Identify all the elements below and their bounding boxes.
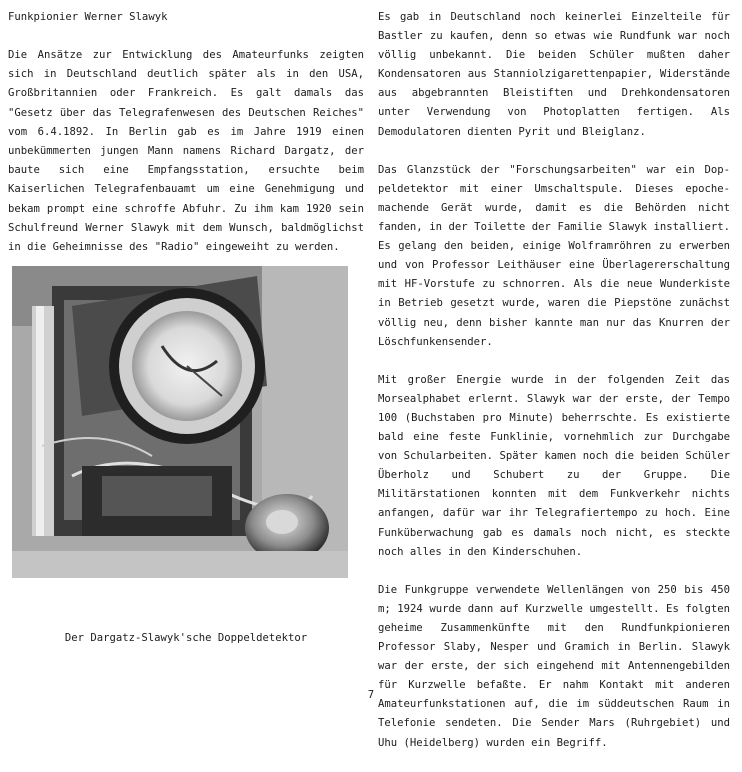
photo-caption: Der Dargatz-Slawyk'sche Doppeldetektor: [64, 632, 308, 644]
article-title: Funkpionier Werner Slawyk: [8, 11, 168, 23]
detector-photo: [12, 266, 348, 578]
right-paragraph-3: Mit großer Energie wurde in der folgenden Zeit das Morsealphabet erlernt. Slawyk war der erste, der Tempo 100 (Buchstaben pro Minute) beherrschte. Es existierte bald eine feste Funklinie, vornehmlich zur Durchgabe von Schularbeiten. Später kamen noch die beiden Schüler Überholz und Schubert zu der Gruppe. Die Militärstationen konnten mit dem Funkverkehr nichts anfangen, dafür war ihr Telegrafiertempo zu hoch. Eine Funküberwachung gab es damals noch nicht, es steckte noch alles in den Kinderschuhen.: [378, 373, 730, 558]
right-column: [378, 8, 730, 772]
right-paragraph-1: Es gab in Deutschland noch keinerlei Einzelteile für Bastler zu kaufen, denn so etwas wie Rundfunk war noch völlig unbekannt. Die beiden Schüler mußten daher Kondensatoren aus Stanniolzigarettenpapier, Widerstände aus abgebrannten Bleistiften und Drehkondensatoren unter Verwendung von Photoplatten fertigen. Als Demodulatoren dienten Pyrit und Bleiglanz.: [378, 11, 730, 138]
right-paragraph-2: Das Glanzstück der "Forschungsarbeiten" war ein Doppeldetektor mit einer Umschaltspule. Dieses epochemachende Gerät wurde, damit es die Behörden nicht fanden, in der Toilette der Familie Slawyk installiert. Es gelang den beiden, einige Wolframröhren zu erwerben und von Professor Leithäuser eine Überlagererschaltung mit HF-Vorstufe zu schnorren. Als die neue Wunderkiste in Betrieb gesetzt wurde, waren die Piepstöne zunächst völlig neu, denn bisher kannte man nur das Knurren der Löschfunkensender.: [378, 163, 730, 348]
left-column: [8, 8, 364, 276]
right-paragraph-4: Die Funkgruppe verwendete Wellenlängen von 250 bis 450 m; 1924 wurde dann auf Kurzwelle umgestellt. Es folgten geheime Zusammenkünfte mit den Rundfunkpionieren Professor Slaby, Nesper und Gramich in Berlin. Slawyk war der erste, der sich eingehend mit Antennengebilden für Kurzwelle befaßte. Er nahm Kontakt mit anderen Amateurfunkstationen auf, die im süddeutschen Raum in Telefonie sendeten. Die Sender Mars (Ruhrgebiet) und Uhu (Heidelberg) wurden ein Begriff.: [378, 583, 730, 749]
left-paragraph-1: Die Ansätze zur Entwicklung des Amateurfunks zeigten sich in Deutschland deutlich später als in den USA, Großbritannien oder Frankreich. Es galt damals das "Gesetz über das Telegrafenwesen des Deutschen Reiches" vom 6.4.1892. In Berlin gab es im Jahre 1919 einen unbekümmerten jungen Mann namens Richard Dargatz, der baute sich eine Empfangsstation, ersuchte beim Kaiserlichen Telegrafenbauamt um eine Genehmigung und bekam prompt eine schroffe Abfuhr. Zu ihm kam 1920 sein Schulfreund Werner Slawyk mit dem Wunsch, baldmöglichst in die Geheimnisse des "Radio" eingeweiht zu werden.: [8, 49, 364, 254]
page-number: 7: [367, 689, 375, 701]
